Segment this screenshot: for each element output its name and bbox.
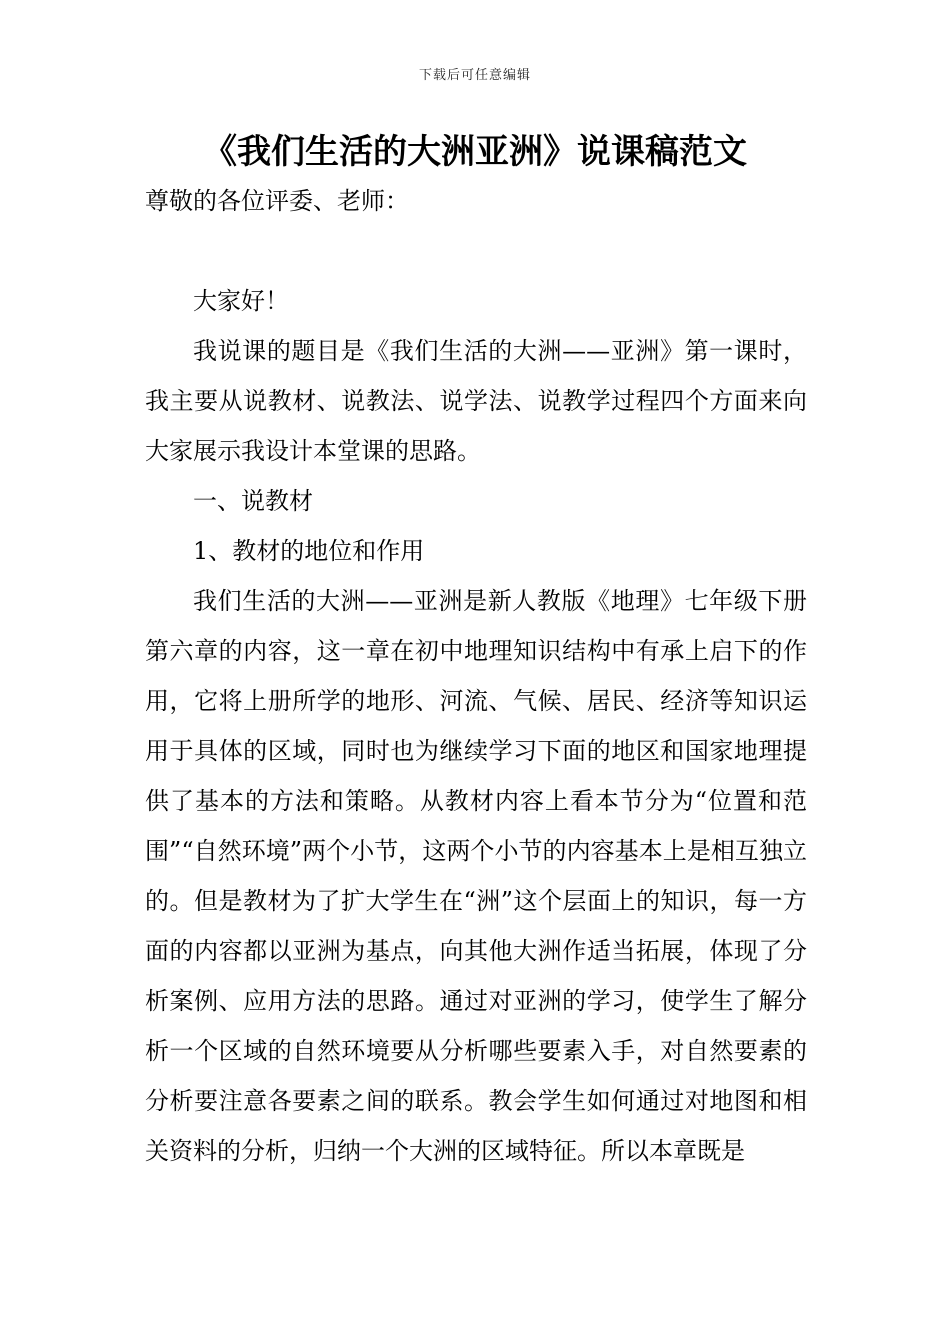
salutation: 尊敬的各位评委、老师： <box>145 187 409 215</box>
paragraph-greeting: 大家好！ <box>193 287 289 315</box>
subsection-heading: 1、教材的地位和作用 <box>193 537 425 565</box>
document-title: 《我们生活的大洲亚洲》说课稿范文 <box>203 132 747 172</box>
document-body <box>145 276 807 1176</box>
paragraph-intro: 我说课的题目是《我们生活的大洲——亚洲》第一课时，我主要从说教材、说教法、说学法、说教学过程四个方面来向大家展示我设计本堂课的思路。 <box>145 337 807 465</box>
header-note: 下载后可任意编辑 <box>418 68 531 83</box>
section-heading: 一、说教材 <box>193 487 313 515</box>
paragraph-textbook-role: 我们生活的大洲——亚洲是新人教版《地理》七年级下册第六章的内容，这一章在初中地理知识结构中有承上启下的作用，它将上册所学的地形、河流、气候、居民、经济等知识运用于具体的区域，同时也为继续学习下面的地区和国家地理提供了基本的方法和策略。从教材内容上看本节分为“位置和范围”“自然环境”两个小节，这两个小节的内容基本上是相互独立的。但是教材为了扩大学生在“洲”这个层面上的知识，每一方面的内容都以亚洲为基点，向其他大洲作适当拓展，体现了分析案例、应用方法的思路。通过对亚洲的学习，使学生了解分析一个区域的自然环境要从分析哪些要素入手，对自然要素的分析要注意各要素之间的联系。教会学生如何通过对地图和相关资料的分析，归纳一个大洲的区域特征。所以本章既是 <box>145 587 807 1165</box>
